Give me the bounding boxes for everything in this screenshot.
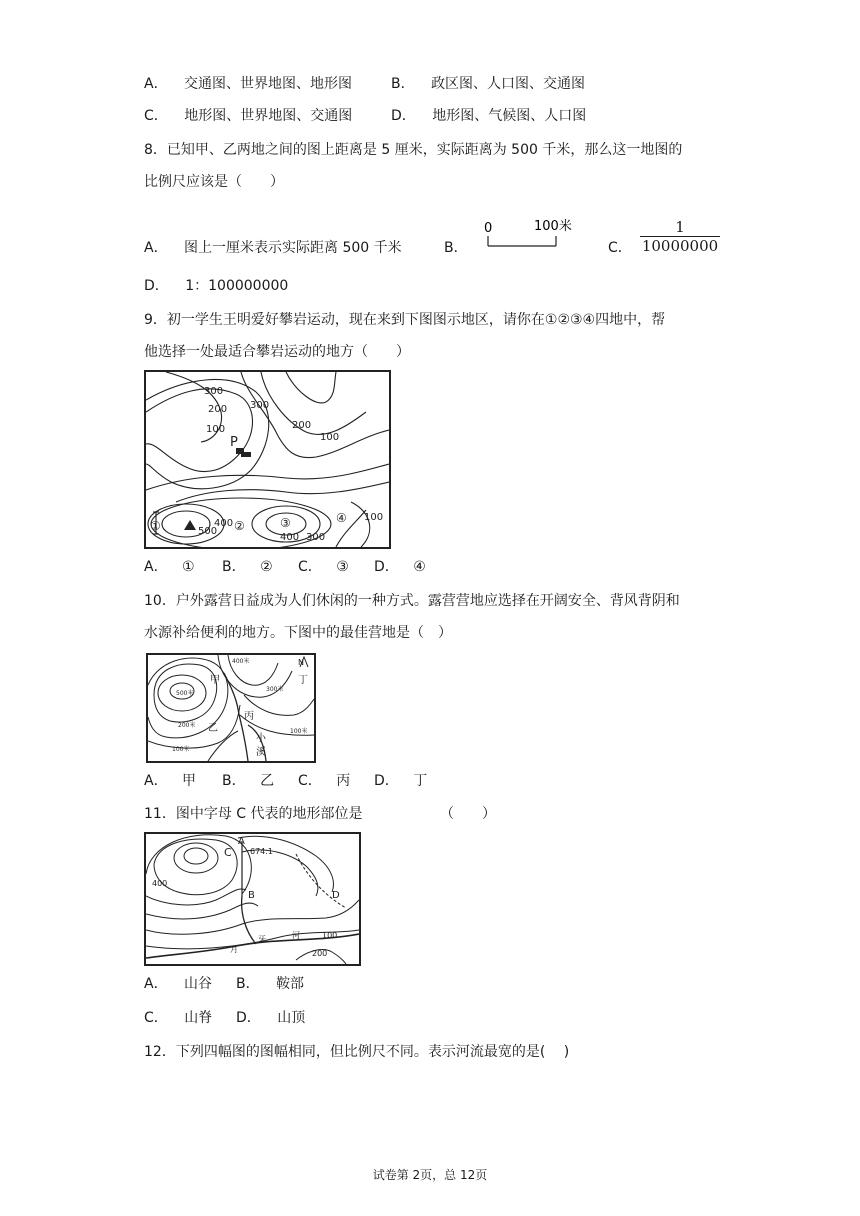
q12-stem: 12．下列四幅图的图幅相同，但比例尺不同。表示河流最宽的是( ) — [144, 1044, 570, 1060]
q8-stem-line2: 比例尺应该是（ ） — [144, 174, 284, 190]
scale-value: 100米 — [534, 219, 572, 234]
scale-bar-figure — [484, 214, 580, 254]
q10-option-b[interactable] — [222, 771, 274, 791]
option-key: B． — [222, 559, 246, 575]
contour-label: 400 — [152, 879, 168, 888]
option-key: B． — [236, 976, 260, 992]
q9-option-a[interactable] — [144, 557, 195, 577]
scale-zero: 0 — [484, 221, 493, 236]
q11-option-b[interactable] — [236, 974, 304, 994]
q10-option-a[interactable] — [144, 771, 196, 791]
contour-label: 200 — [292, 420, 312, 431]
q9-option-d[interactable] — [374, 557, 426, 577]
contour-label: 300 — [250, 400, 270, 411]
stream-label-xi: 溪 — [256, 747, 266, 758]
point-b-label: B — [248, 890, 255, 901]
q8-option-b[interactable] — [444, 238, 468, 258]
option-text: 乙 — [260, 773, 275, 789]
scale-fraction — [640, 218, 720, 255]
contour-label: 400 — [280, 532, 300, 543]
contour-label: 300 — [306, 532, 326, 543]
contour-label: 100 — [322, 931, 338, 940]
q11-option-c[interactable] — [144, 1008, 212, 1028]
q11-option-d[interactable] — [236, 1008, 305, 1028]
contour-label: 200 — [312, 949, 328, 958]
point-d-label: D — [332, 890, 340, 901]
option-key: B． — [391, 76, 415, 92]
q7-option-b[interactable] — [391, 74, 585, 94]
option-key: A． — [144, 559, 168, 575]
option-key: A． — [144, 773, 168, 789]
contour-label: 500米 — [176, 690, 194, 697]
option-key: B． — [444, 240, 468, 256]
option-key: C． — [298, 559, 322, 575]
site-marker-2: ② — [234, 519, 245, 533]
q10-stem-line2: 水源补给便利的地方。下图中的最佳营地是（ ） — [144, 625, 452, 641]
option-key: C． — [144, 1010, 168, 1026]
option-text: ② — [260, 559, 273, 575]
q8-option-d[interactable] — [144, 276, 288, 296]
option-key: D． — [374, 559, 399, 575]
option-text: 丁 — [413, 773, 428, 789]
contour-label: 100 — [320, 432, 340, 443]
option-key: D． — [236, 1010, 261, 1026]
option-text: 山谷 — [184, 976, 213, 992]
q9-stem-line2: 他选择一处最适合攀岩运动的地方（ ） — [144, 344, 410, 360]
q8-option-c[interactable] — [608, 238, 632, 258]
site-marker-1: ① — [150, 519, 161, 533]
option-text: ① — [182, 559, 195, 575]
page-footer: 试卷第 2页，总 12页 — [372, 1168, 488, 1182]
q9-contour-map — [144, 370, 391, 549]
contour-label: 300 — [204, 386, 224, 397]
option-text: 甲 — [182, 773, 197, 789]
contour-label: 400 — [214, 518, 234, 529]
q7-option-a[interactable] — [144, 74, 352, 94]
q11-contour-map — [144, 832, 361, 966]
river-label: 月 — [230, 945, 238, 954]
option-key: C． — [144, 108, 168, 124]
option-text: 山顶 — [277, 1010, 306, 1026]
q7-option-d[interactable] — [391, 106, 586, 126]
site-marker-4: ④ — [336, 511, 347, 525]
option-key: C． — [298, 773, 322, 789]
contour-label: 300米 — [266, 686, 284, 693]
north-label: N — [298, 658, 304, 667]
q11-option-a[interactable] — [144, 974, 212, 994]
q9-stem-line1: 9．初一学生王明爱好攀岩运动，现在来到下图图示地区，请你在①②③④四地中，帮 — [144, 312, 666, 328]
stream-label-xiao: 小 — [256, 733, 266, 744]
option-text: 地形图、气候图、人口图 — [432, 108, 587, 124]
site-marker-3: ③ — [280, 516, 291, 530]
site-jia: 甲 — [210, 675, 220, 686]
option-key: A． — [144, 76, 168, 92]
q10-contour-map — [146, 653, 316, 763]
option-key: B． — [222, 773, 246, 789]
contour-label: 100米 — [172, 746, 190, 753]
option-text: 鞍部 — [276, 976, 305, 992]
contour-label: 500 — [198, 526, 218, 537]
q10-option-c[interactable] — [298, 771, 350, 791]
point-a-label: A — [238, 836, 245, 847]
q9-option-b[interactable] — [222, 557, 273, 577]
option-key: D． — [374, 773, 399, 789]
option-text: 图上一厘米表示实际距离 500 千米 — [184, 240, 402, 256]
option-text: ④ — [413, 559, 426, 575]
contour-label: 100 — [206, 424, 226, 435]
q9-option-c[interactable] — [298, 557, 349, 577]
point-p-label: P — [230, 435, 238, 450]
point-c-label: C — [224, 846, 232, 859]
option-text: 丙 — [336, 773, 351, 789]
site-yi: 乙 — [208, 723, 218, 734]
q11-stem: 11．图中字母 C 代表的地形部位是 — [144, 806, 363, 822]
contour-label: 100 — [364, 512, 384, 523]
contour-label: 400米 — [232, 658, 250, 665]
option-key: D． — [391, 108, 416, 124]
site-bing: 丙 — [244, 711, 254, 722]
option-text: ③ — [336, 559, 349, 575]
option-text: 地形图、世界地图、交通图 — [184, 108, 353, 124]
peak-elevation: 674.1 — [250, 847, 273, 856]
contour-label: 200 — [208, 404, 228, 415]
fraction-numerator: 1 — [675, 218, 685, 236]
contour-label: 100米 — [290, 728, 308, 735]
option-key: A． — [144, 976, 168, 992]
option-key: C． — [608, 240, 632, 256]
q10-stem-line1: 10．户外露营日益成为人们休闲的一种方式。露营营地应选择在开阔安全、背风背阴和 — [144, 593, 680, 609]
q8-stem-line1: 8．已知甲、乙两地之间的图上距离是 5 厘米，实际距离为 500 千米，那么这一地图的 — [144, 142, 683, 158]
fraction-denominator: 10000000 — [641, 237, 719, 255]
contour-label: 200米 — [178, 722, 196, 729]
option-text: 1：100000000 — [185, 278, 289, 294]
option-key: A． — [144, 240, 168, 256]
site-ding: 丁 — [298, 675, 308, 686]
option-text: 山脊 — [184, 1010, 213, 1026]
q11-answer-paren: （ ） — [440, 806, 496, 822]
river-label: 河 — [292, 931, 300, 940]
option-key: D． — [144, 278, 169, 294]
option-text: 政区图、人口图、交通图 — [431, 76, 586, 92]
q7-option-c[interactable] — [144, 106, 352, 126]
q10-option-d[interactable] — [374, 771, 427, 791]
option-text: 交通图、世界地图、地形图 — [184, 76, 353, 92]
q8-option-a[interactable] — [144, 238, 402, 258]
river-label: 牙 — [258, 935, 266, 944]
